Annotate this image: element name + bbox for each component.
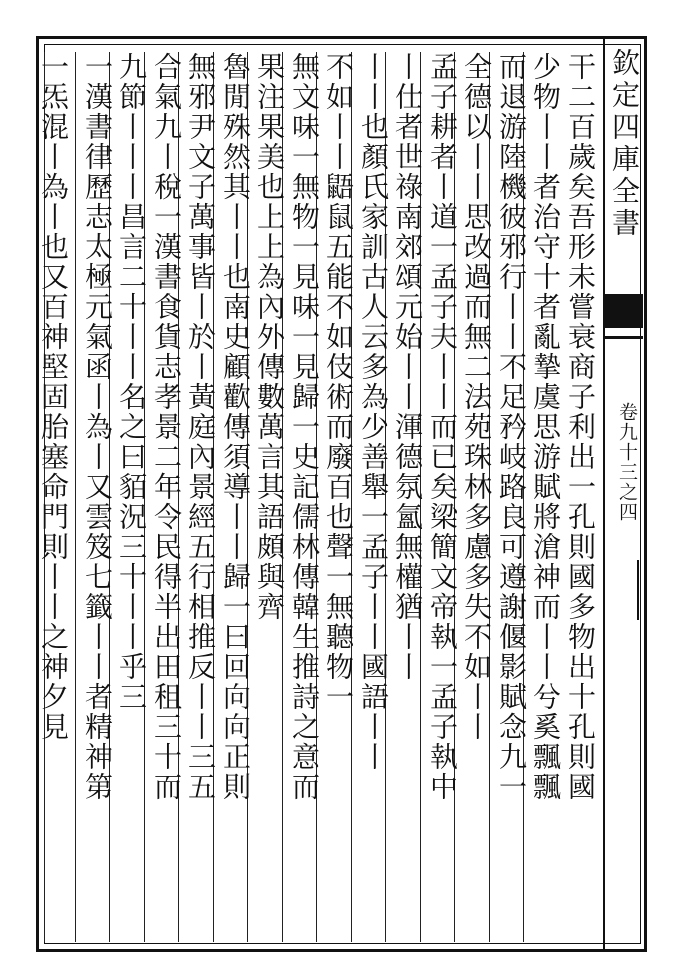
text-column: 干二百歲矣吾形未嘗衰商子利出一孔則國多物出十孔則國	[564, 52, 597, 802]
text-column: 丨丨也顏氏家訓古人云多為少善舉一孟子丨丨國語丨丨	[351, 52, 395, 942]
text-column: 一炁混丨為丨也又百神堅固胎塞命門則丨丨之神夕見	[44, 52, 75, 942]
text-column: 不如丨丨鼯鼠五能不如伎術而廢百也聲一無聽物一	[316, 52, 360, 942]
text-column: 一漢書律歷志太極元氣函丨為丨又雲笈七籤丨丨者精神第	[75, 52, 119, 942]
text-column: 全德以丨丨思改過而無二法苑珠林多慮多失不如丨丨	[454, 52, 498, 942]
fish-tail-rule	[603, 336, 643, 339]
fish-tail-mark	[603, 294, 643, 328]
text-column: 合氣九丨稅一漢書食貨志孝景二年令民得半出田租三十而	[144, 52, 188, 942]
text-column: 無文味一無物一見味一見歸一史記儒林傳韓生推詩之意而	[282, 52, 326, 942]
text-column: 果注果美也上上為內外傳數萬言其語頗與齊	[247, 52, 291, 942]
text-column: 孟子耕者丨道一孟子夫丨丨而已矣梁簡文帝執一孟子執中	[420, 52, 464, 942]
juan-label: 卷九十三之四	[616, 402, 638, 522]
text-column: 丨仕者世祿南郊頌元始丨丨渾德氛氳無權猶丨丨	[385, 52, 429, 942]
book-title: 欽定四庫全書	[608, 48, 641, 240]
margin-rule	[637, 560, 639, 620]
text-column: 無邪尹文子萬事皆丨於丨黃庭內景經五行相推反丨丨三五	[178, 52, 222, 942]
text-column: 而退游陸機彼邪行丨丨不足矜岐路良可遵謝偃影賦念九一	[489, 52, 533, 942]
text-column: 少物丨丨者治守十者亂摯虞思游賦將滄神而丨丨兮奚飄飄	[523, 52, 567, 942]
text-column: 魯閒殊然其丨丨也南史顧歡傳須導丨丨歸一曰回向向正則	[213, 52, 257, 942]
text-column: 九節丨丨丨昌言二十丨丨名之曰貊況三十丨丨乎三	[109, 52, 153, 942]
